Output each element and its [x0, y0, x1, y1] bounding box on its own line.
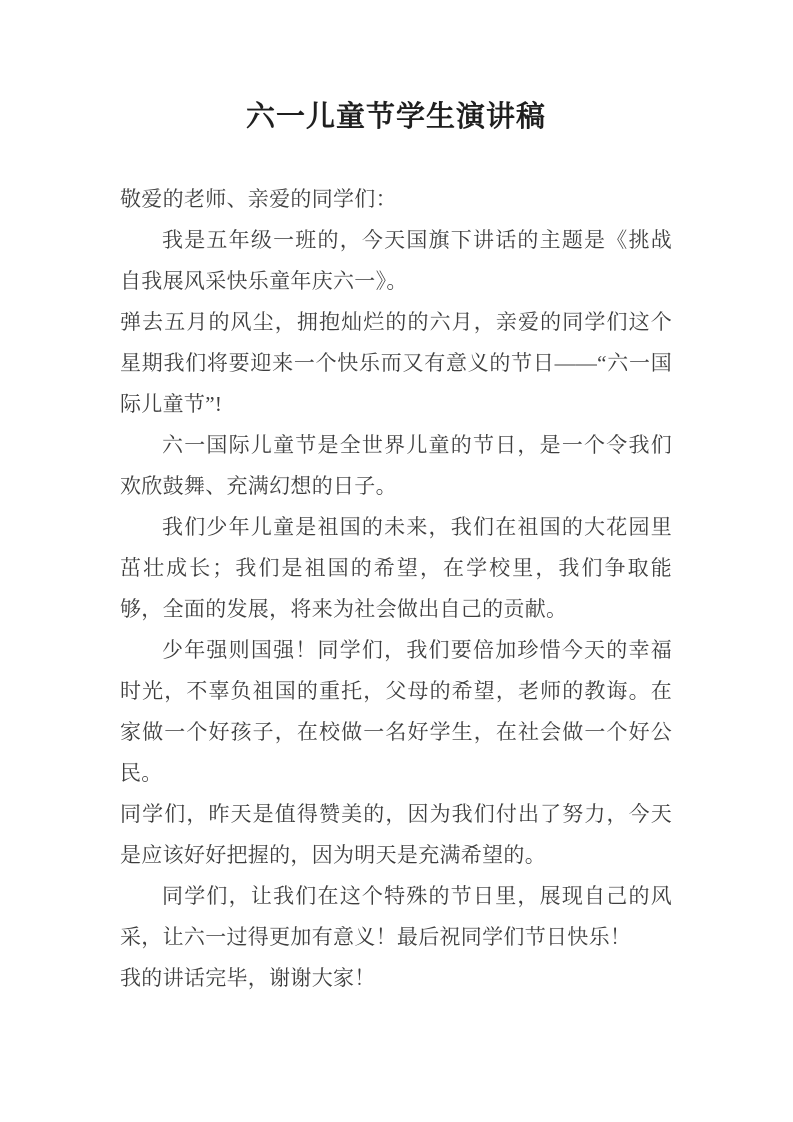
closing-paragraph: 我的讲话完毕，谢谢大家！: [120, 966, 376, 990]
document-body: [120, 179, 672, 999]
paragraph: 六一国际儿童节是全世界儿童的节日，是一个令我们欢欣鼓舞、充满幻想的日子。: [120, 433, 672, 498]
salutation-paragraph: 敬爱的老师、亲爱的同学们：: [120, 187, 397, 211]
paragraph: 我是五年级一班的，今天国旗下讲话的主题是《挑战自我展风采快乐童年庆六一》。: [120, 228, 672, 293]
paragraph: 少年强则国强！同学们，我们要倍加珍惜今天的幸福时光，不辜负祖国的重托，父母的希望，老师的教诲。在家做一个好孩子，在校做一名好学生，在社会做一个好公民。: [120, 638, 672, 785]
paragraph: 弹去五月的风尘，拥抱灿烂的的六月，亲爱的同学们这个星期我们将要迎来一个快乐而又有意义的节日——“六一国际儿童节”!: [120, 310, 672, 416]
document-title: 六一儿童节学生演讲稿: [245, 101, 546, 133]
paragraph: 同学们，让我们在这个特殊的节日里，展现自己的风采，让六一过得更加有意义！最后祝同学们节日快乐！: [120, 884, 672, 949]
paragraph: 我们少年儿童是祖国的未来，我们在祖国的大花园里茁壮成长；我们是祖国的希望，在学校里，我们争取能够，全面的发展，将来为社会做出自己的贡献。: [120, 515, 672, 621]
paragraph: 同学们，昨天是值得赞美的，因为我们付出了努力，今天是应该好好把握的，因为明天是充满希望的。: [120, 802, 672, 867]
